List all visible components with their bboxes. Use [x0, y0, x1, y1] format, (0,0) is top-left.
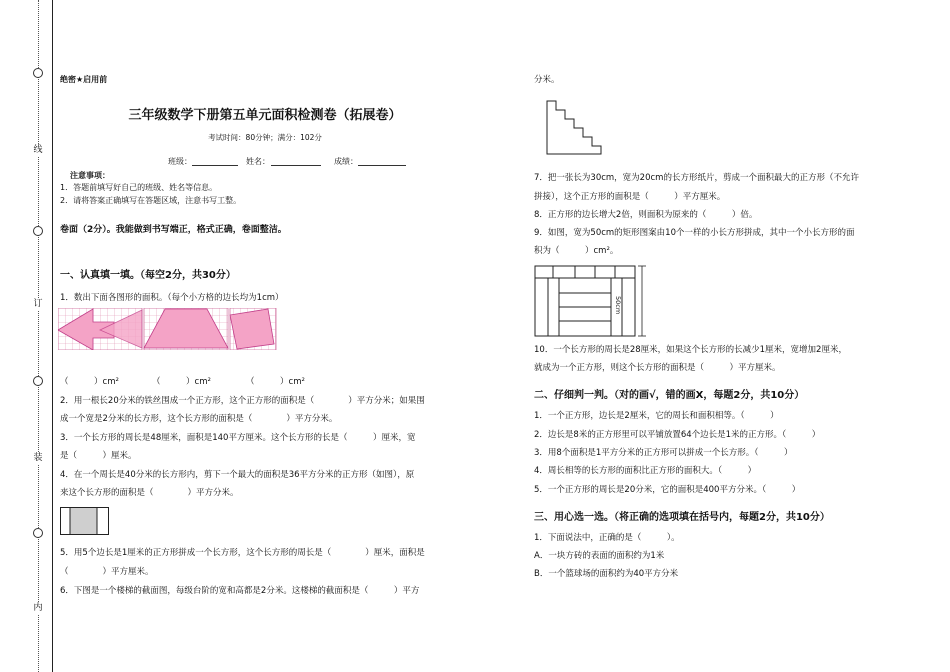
q1-blank-2[interactable]: （ ）cm² [152, 377, 211, 387]
binding-char-nei: 内 [31, 602, 45, 614]
section-3-heading: 三、用心选一选。（将正确的选项填在括号内，每题2分，共10分） [534, 512, 830, 523]
notes-title: 注意事项： [70, 171, 110, 180]
neatness-line: 卷面（2分）。我能做到书写端正，格式正确，卷面整洁。 [60, 225, 287, 235]
exam-info: 考试时间：80分钟；满分：102分 [208, 133, 322, 142]
q9-line-1: 9．如图，宽为50cm的矩形图案由10个一样的小长方形拼成，其中一个小长方形的面 [534, 228, 855, 238]
q6-line-1: 6．下图是一个楼梯的截面图，每级台阶的宽和高都是2分米。这楼梯的截面积是（ ）平方 [60, 586, 420, 596]
binding-margin [0, 0, 50, 672]
choice-option-a[interactable]: A．一块方砖的表面的面积约为1米 [534, 551, 665, 561]
q5-line-2: （ ）平方厘米。 [60, 567, 154, 577]
judge-2: 2．边长是8米的正方形里可以平铺放置64个边长是1米的正方形。（ ） [534, 430, 821, 440]
q9-dimension-label: 50cm [614, 296, 622, 315]
section-2-heading: 二、仔细判一判。（对的画√，错的画X，每题2分，共10分） [534, 390, 805, 401]
field-name-label: 姓名： [246, 157, 270, 166]
field-name-line[interactable] [271, 156, 321, 166]
judge-4: 4．周长相等的长方形的面积比正方形的面积大。（ ） [534, 466, 757, 476]
note-1: 1．答题前填写好自己的班级、姓名等信息。 [60, 183, 218, 192]
q3-line-2: 是（ ）厘米。 [60, 451, 137, 461]
binding-circle [33, 528, 43, 538]
choice-option-b[interactable]: B．一个篮球场的面积约为40平方分米 [534, 569, 679, 579]
judge-1: 1．一个正方形，边长是2厘米，它的周长和面积相等。（ ） [534, 411, 779, 421]
field-score-label: 成绩： [334, 157, 358, 166]
choice-question: 1．下面说法中，正确的是（ ）。 [534, 533, 680, 543]
page-title: 三年级数学下册第五单元面积检测卷（拓展卷） [128, 108, 402, 123]
q1-blank-1[interactable]: （ ）cm² [60, 377, 119, 387]
q7-line-1: 7．把一张长为30cm，宽为20cm的长方形纸片，剪成一个面积最大的正方形（不允许 [534, 173, 859, 183]
q9-rectangle-figure [534, 264, 654, 340]
binding-circle [33, 226, 43, 236]
binding-char-zhuang: 装 [31, 452, 45, 464]
judge-5: 5．一个正方形的周长是20分米，它的面积是400平方分米。（ ） [534, 485, 801, 495]
q9-line-2: 积为（ ）cm²。 [534, 246, 619, 256]
secret-label: 绝密★启用前 [60, 75, 108, 84]
q2-line-2: 成一个宽是2分米的长方形，这个长方形的面积是（ ）平方分米。 [60, 414, 338, 424]
field-class-label: 班级： [168, 157, 192, 166]
binding-circle [33, 68, 43, 78]
q5-line-1: 5．用5个边长是1厘米的正方形拼成一个长方形，这个长方形的周长是（ ）厘米，面积是 [60, 548, 425, 558]
q6-line-2: 分米。 [534, 75, 560, 85]
binding-char-xian: 线 [31, 144, 45, 156]
binding-char-ding: 订 [31, 298, 45, 310]
dotted-binding-line [38, 0, 39, 672]
field-score-line[interactable] [358, 156, 406, 166]
q4-figure [60, 507, 110, 535]
q2-line-1: 2．用一根长20分米的铁丝围成一个正方形，这个正方形的面积是（ ）平方分米；如果围 [60, 396, 425, 406]
q1-blank-3[interactable]: （ ）cm² [246, 377, 305, 387]
q4-line-2: 来这个长方形的面积是（ ）平方分米。 [60, 488, 239, 498]
q1-text: 1．数出下面各图形的面积。（每个小方格的边长均为1cm） [60, 293, 284, 303]
field-class-line[interactable] [192, 156, 238, 166]
q8-text: 8．正方形的边长增大2倍，则面积为原来的（ ）倍。 [534, 210, 758, 220]
note-2: 2．请将答案正确填写在答题区域，注意书写工整。 [60, 196, 242, 205]
q4-line-1: 4．在一个周长是40分米的长方形内，剪下一个最大的面积是36平方分米的正方形（如图），原 [60, 470, 415, 480]
q10-line-2: 就成为一个正方形，则这个长方形的面积是（ ）平方厘米。 [534, 363, 781, 373]
q3-line-1: 3．一个长方形的周长是48厘米，面积是140平方厘米。这个长方形的长是（ ）厘米，宽 [60, 433, 416, 443]
stair-figure [546, 100, 604, 156]
judge-3: 3．用8个面积是1平方分米的正方形可以拼成一个长方形。（ ） [534, 448, 793, 458]
binding-circle [33, 376, 43, 386]
q10-line-1: 10．一个长方形的周长是28厘米，如果这个长方形的长减少1厘米，宽增加2厘米， [534, 345, 847, 355]
q7-line-2: 拼接），这个正方形的面积是（ ）平方厘米。 [534, 192, 726, 202]
q1-grid-figures [58, 308, 278, 350]
section-1-heading: 一、认真填一填。（每空2分，共30分） [60, 270, 236, 281]
binding-border [52, 0, 53, 672]
tilted-square-shape [230, 309, 274, 349]
